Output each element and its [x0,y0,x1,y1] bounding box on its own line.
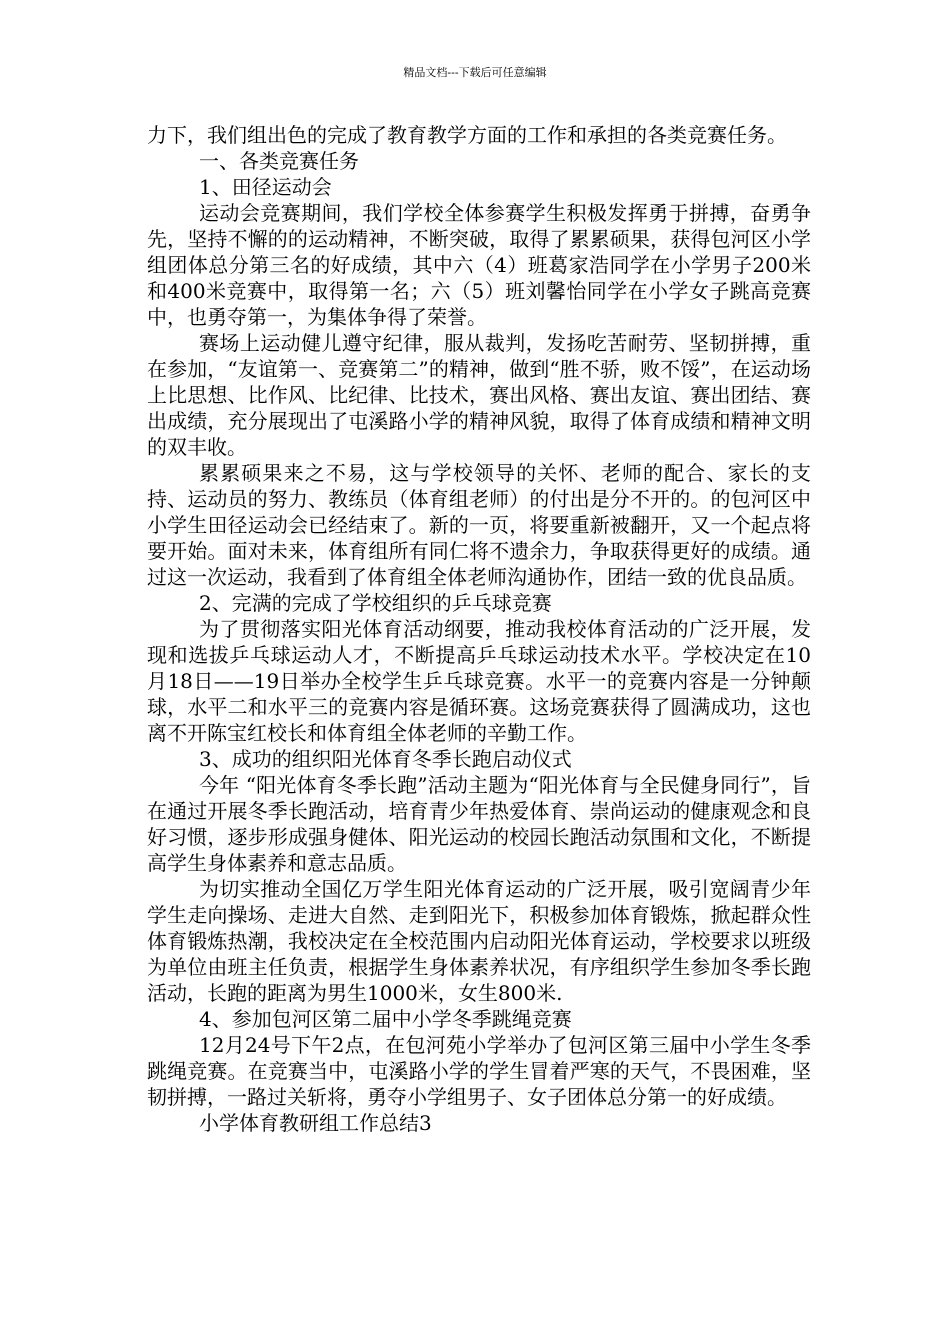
subheading-track-and-field: 1、田径运动会 [199,175,332,199]
subheading-table-tennis: 2、完满的完成了学校组织的乒乓球竞赛 [199,591,552,615]
paragraph-achievements: 累累硕果来之不易，这与学校领导的关怀、老师的配合、家长的支持、运动员的努力、教练员（体育组老师）的付出是分不开的。的包河区中小学生田径运动会已经结束了。新的一页，将要重新被翻开，又一个起点将要开始。面对未来，体育组所有同仁将不遗余力，争取获得更好的成绩。通过这一次运动，我看到了体育组全体老师沟通协作，团结一致的优良品质。 [147,461,811,589]
paragraph-winter-run-details: 为切实推动全国亿万学生阳光体育运动的广泛开展，吸引宽阔青少年学生走向操场、走进大自然、走到阳光下，积极参加体育锻炼，掀起群众性体育锻炼热潮，我校决定在全校范围内启动阳光体育运动，学校要求以班级为单位由班主任负责，根据学生身体素养状况，有序组织学生参加冬季长跑活动，长跑的距离为男生1000米，女生800米. [147,877,811,1005]
paragraph-sports-meet: 运动会竞赛期间，我们学校全体参赛学生积极发挥勇于拼搏，奋勇争先，坚持不懈的的运动精神，不断突破，取得了累累硕果，获得包河区小学组团体总分第三名的好成绩，其中六（4）班葛家浩同学在小学男子200米和400米竞赛中，取得第一名；六（5）班刘馨怡同学在小学女子跳高竞赛中，也勇夺第一，为集体争得了荣誉。 [147,201,811,329]
paragraph-1: 力下，我们组出色的完成了教育教学方面的工作和承担的各类竞赛任务。 [147,123,787,147]
subheading-winter-run: 3、成功的组织阳光体育冬季长跑启动仪式 [199,747,572,771]
document-body [147,122,811,1136]
next-document-title: 小学体育教研组工作总结3 [199,1111,432,1135]
section-heading-competitions: 一、各类竞赛任务 [199,149,359,173]
paragraph-athletes-discipline: 赛场上运动健儿遵守纪律，服从裁判，发扬吃苦耐劳、坚韧拼搏，重在参加，“友谊第一、竞赛第二”的精神，做到“胜不骄，败不馁”，在运动场上比思想、比作风、比纪律、比技术，赛出风格、赛出友谊、赛出团结、赛出成绩，充分展现出了屯溪路小学的精神风貌，取得了体育成绩和精神文明的双丰收。 [147,331,811,459]
subheading-rope-skipping: 4、参加包河区第二届中小学冬季跳绳竞赛 [199,1007,572,1031]
paragraph-winter-run-theme: 今年 “阳光体育冬季长跑”活动主题为“阳光体育与全民健身同行”，旨在通过开展冬季长跑活动，培育青少年热爱体育、崇尚运动的健康观念和良好习惯，逐步形成强身健体、阳光运动的校园长跑活动氛围和文化，不断提高学生身体素养和意志品质。 [147,773,811,875]
page-header: 精品文档---下载后可任意编辑 [403,66,547,79]
paragraph-table-tennis: 为了贯彻落实阳光体育活动纲要，推动我校体育活动的广泛开展，发现和选拔乒乓球运动人才，不断提高乒乓球运动技术水平。学校决定在10月18日——19日举办全校学生乒乓球竞赛。水平一的竞赛内容是一分钟颠球，水平二和水平三的竞赛内容是循环赛。这场竞赛获得了圆满成功，这也离不开陈宝红校长和体育组全体老师的辛勤工作。 [147,617,811,745]
paragraph-rope-skipping: 12月24号下午2点，在包河苑小学举办了包河区第三届中小学生冬季跳绳竞赛。在竞赛当中，屯溪路小学的学生冒着严寒的天气，不畏困难，坚韧拼搏，一路过关斩将，勇夺小学组男子、女子团体总分第一的好成绩。 [147,1033,811,1109]
